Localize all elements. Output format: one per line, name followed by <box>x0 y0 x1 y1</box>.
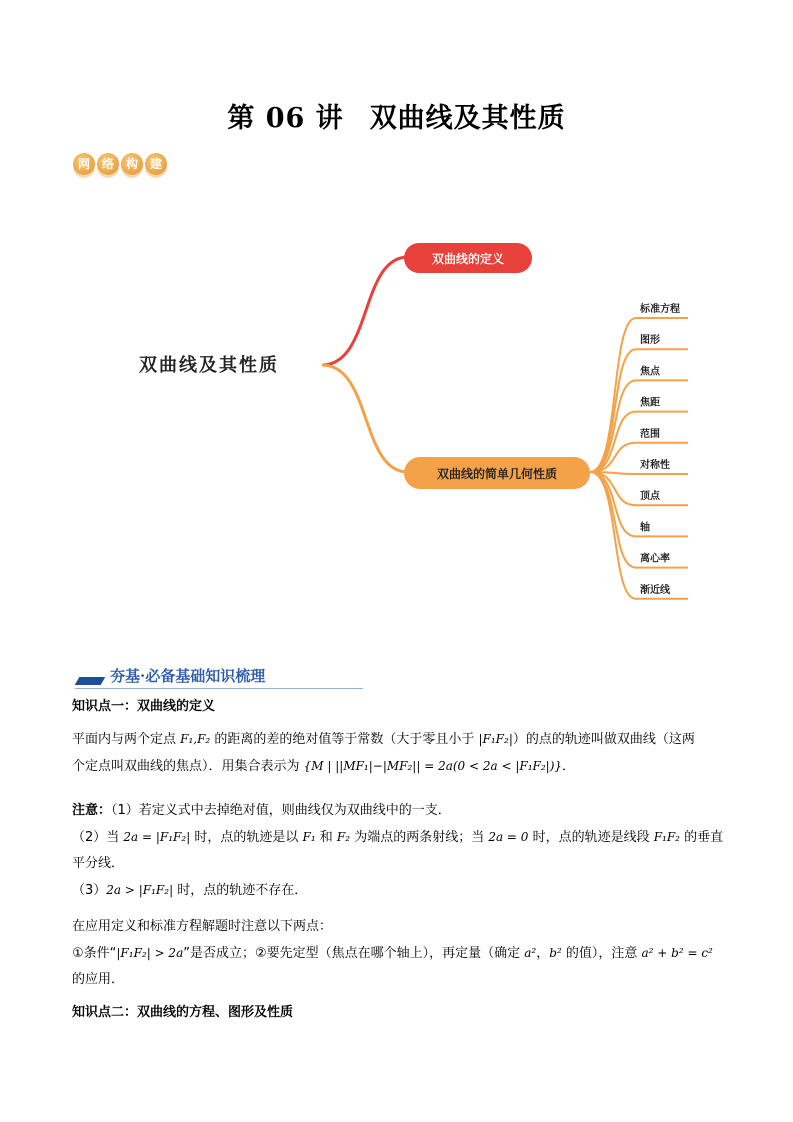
text: 为端点的两条射线；当 <box>350 830 489 845</box>
leaf-label: 渐近线 <box>640 584 670 596</box>
text: 时，点的轨迹是以 <box>190 830 303 845</box>
text: 的应用． <box>72 972 125 987</box>
knowledge-point-2-title: 知识点二：双曲线的方程、图形及性质 <box>72 1005 294 1020</box>
network-badge <box>73 153 167 183</box>
math: a² <box>524 946 537 960</box>
text: ． <box>562 759 576 774</box>
text: 在应用定义和标准方程解题时注意以下两点： <box>72 919 333 934</box>
text: （2）当 <box>72 830 124 845</box>
application-notes <box>72 914 724 993</box>
math: 2a = |F₁F₂| <box>123 830 191 844</box>
math: F₁,F₂ <box>180 732 211 746</box>
text: ）的点的轨迹叫做双曲线（这两 <box>512 732 695 747</box>
leaf-label: 标准方程 <box>640 304 680 315</box>
badge-char: 构 <box>121 153 143 175</box>
leaf-label: 轴 <box>640 522 650 534</box>
notes-block <box>72 798 724 904</box>
leaf-label: 对称性 <box>640 460 670 471</box>
math: 2a = 0 <box>488 830 529 844</box>
math: a² + b² = c² <box>641 946 713 960</box>
text: ①条件“ <box>72 946 117 961</box>
text: 平分线． <box>72 856 125 871</box>
leaf-group <box>590 302 688 599</box>
section-marker <box>75 677 106 685</box>
section-title: 夯基·必备基础知识梳理 <box>110 667 266 685</box>
text: 个定点叫双曲线的焦点）．用集合表示为 <box>72 759 304 774</box>
text: 的垂直 <box>679 830 724 845</box>
text: ”是否成立；②要先定型（焦点在哪个轴上），再定量（确定 <box>183 946 525 961</box>
knowledge-point-1-title: 知识点一：双曲线的定义 <box>72 699 216 714</box>
text: 和 <box>315 830 337 845</box>
math: F₂ <box>336 830 351 844</box>
mind-map <box>0 220 793 630</box>
text: 时，点的轨迹是线段 <box>528 830 654 845</box>
note-1: （1）若定义式中去掉绝对值，则曲线仅为双曲线中的一支． <box>111 803 451 818</box>
badge-char: 网 <box>73 153 95 175</box>
leaf-label: 焦点 <box>640 366 660 378</box>
section-header <box>75 664 363 689</box>
page-title <box>0 96 793 135</box>
branch-connector-properties <box>322 365 408 472</box>
set-notation: {M | ||MF₁|−|MF₂|| = 2a(0 < 2a < |F₁F₂|)} <box>303 759 563 773</box>
branch-connector-definition <box>322 257 408 365</box>
text: （3） <box>72 883 107 898</box>
math: F₁ <box>302 830 316 844</box>
leaf-label: 焦距 <box>640 397 660 409</box>
math: 2a > |F₁F₂| <box>106 883 174 897</box>
text: 的距离的差的绝对值等于常数（大于零且小于 <box>210 732 479 747</box>
leaf-label: 范围 <box>640 428 660 440</box>
math: |F₁F₂| <box>478 732 513 746</box>
branch-properties-label: 双曲线的简单几何性质 <box>436 467 558 481</box>
text: 平面内与两个定点 <box>72 732 181 747</box>
math: b² <box>549 946 562 960</box>
badge-char: 建 <box>145 153 167 175</box>
leaf-label: 离心率 <box>640 553 670 565</box>
math: F₁F₂ <box>653 830 680 844</box>
branch-definition-label: 双曲线的定义 <box>431 252 505 266</box>
leaf-label: 图形 <box>640 335 660 347</box>
math: |F₁F₂| > 2a <box>116 946 184 960</box>
lecture-topic: 双曲线及其性质 <box>369 103 566 134</box>
text: ， <box>536 946 550 961</box>
badge-char: 络 <box>97 153 119 175</box>
text: 的值），注意 <box>561 946 642 961</box>
leaf-label: 顶点 <box>640 491 660 503</box>
lecture-number: 第 06 讲 <box>227 103 344 134</box>
mind-map-root: 双曲线及其性质 <box>139 355 279 376</box>
text: 时，点的轨迹不存在． <box>173 883 308 898</box>
definition-paragraph <box>72 726 724 780</box>
note-label: 注意： <box>72 803 112 818</box>
